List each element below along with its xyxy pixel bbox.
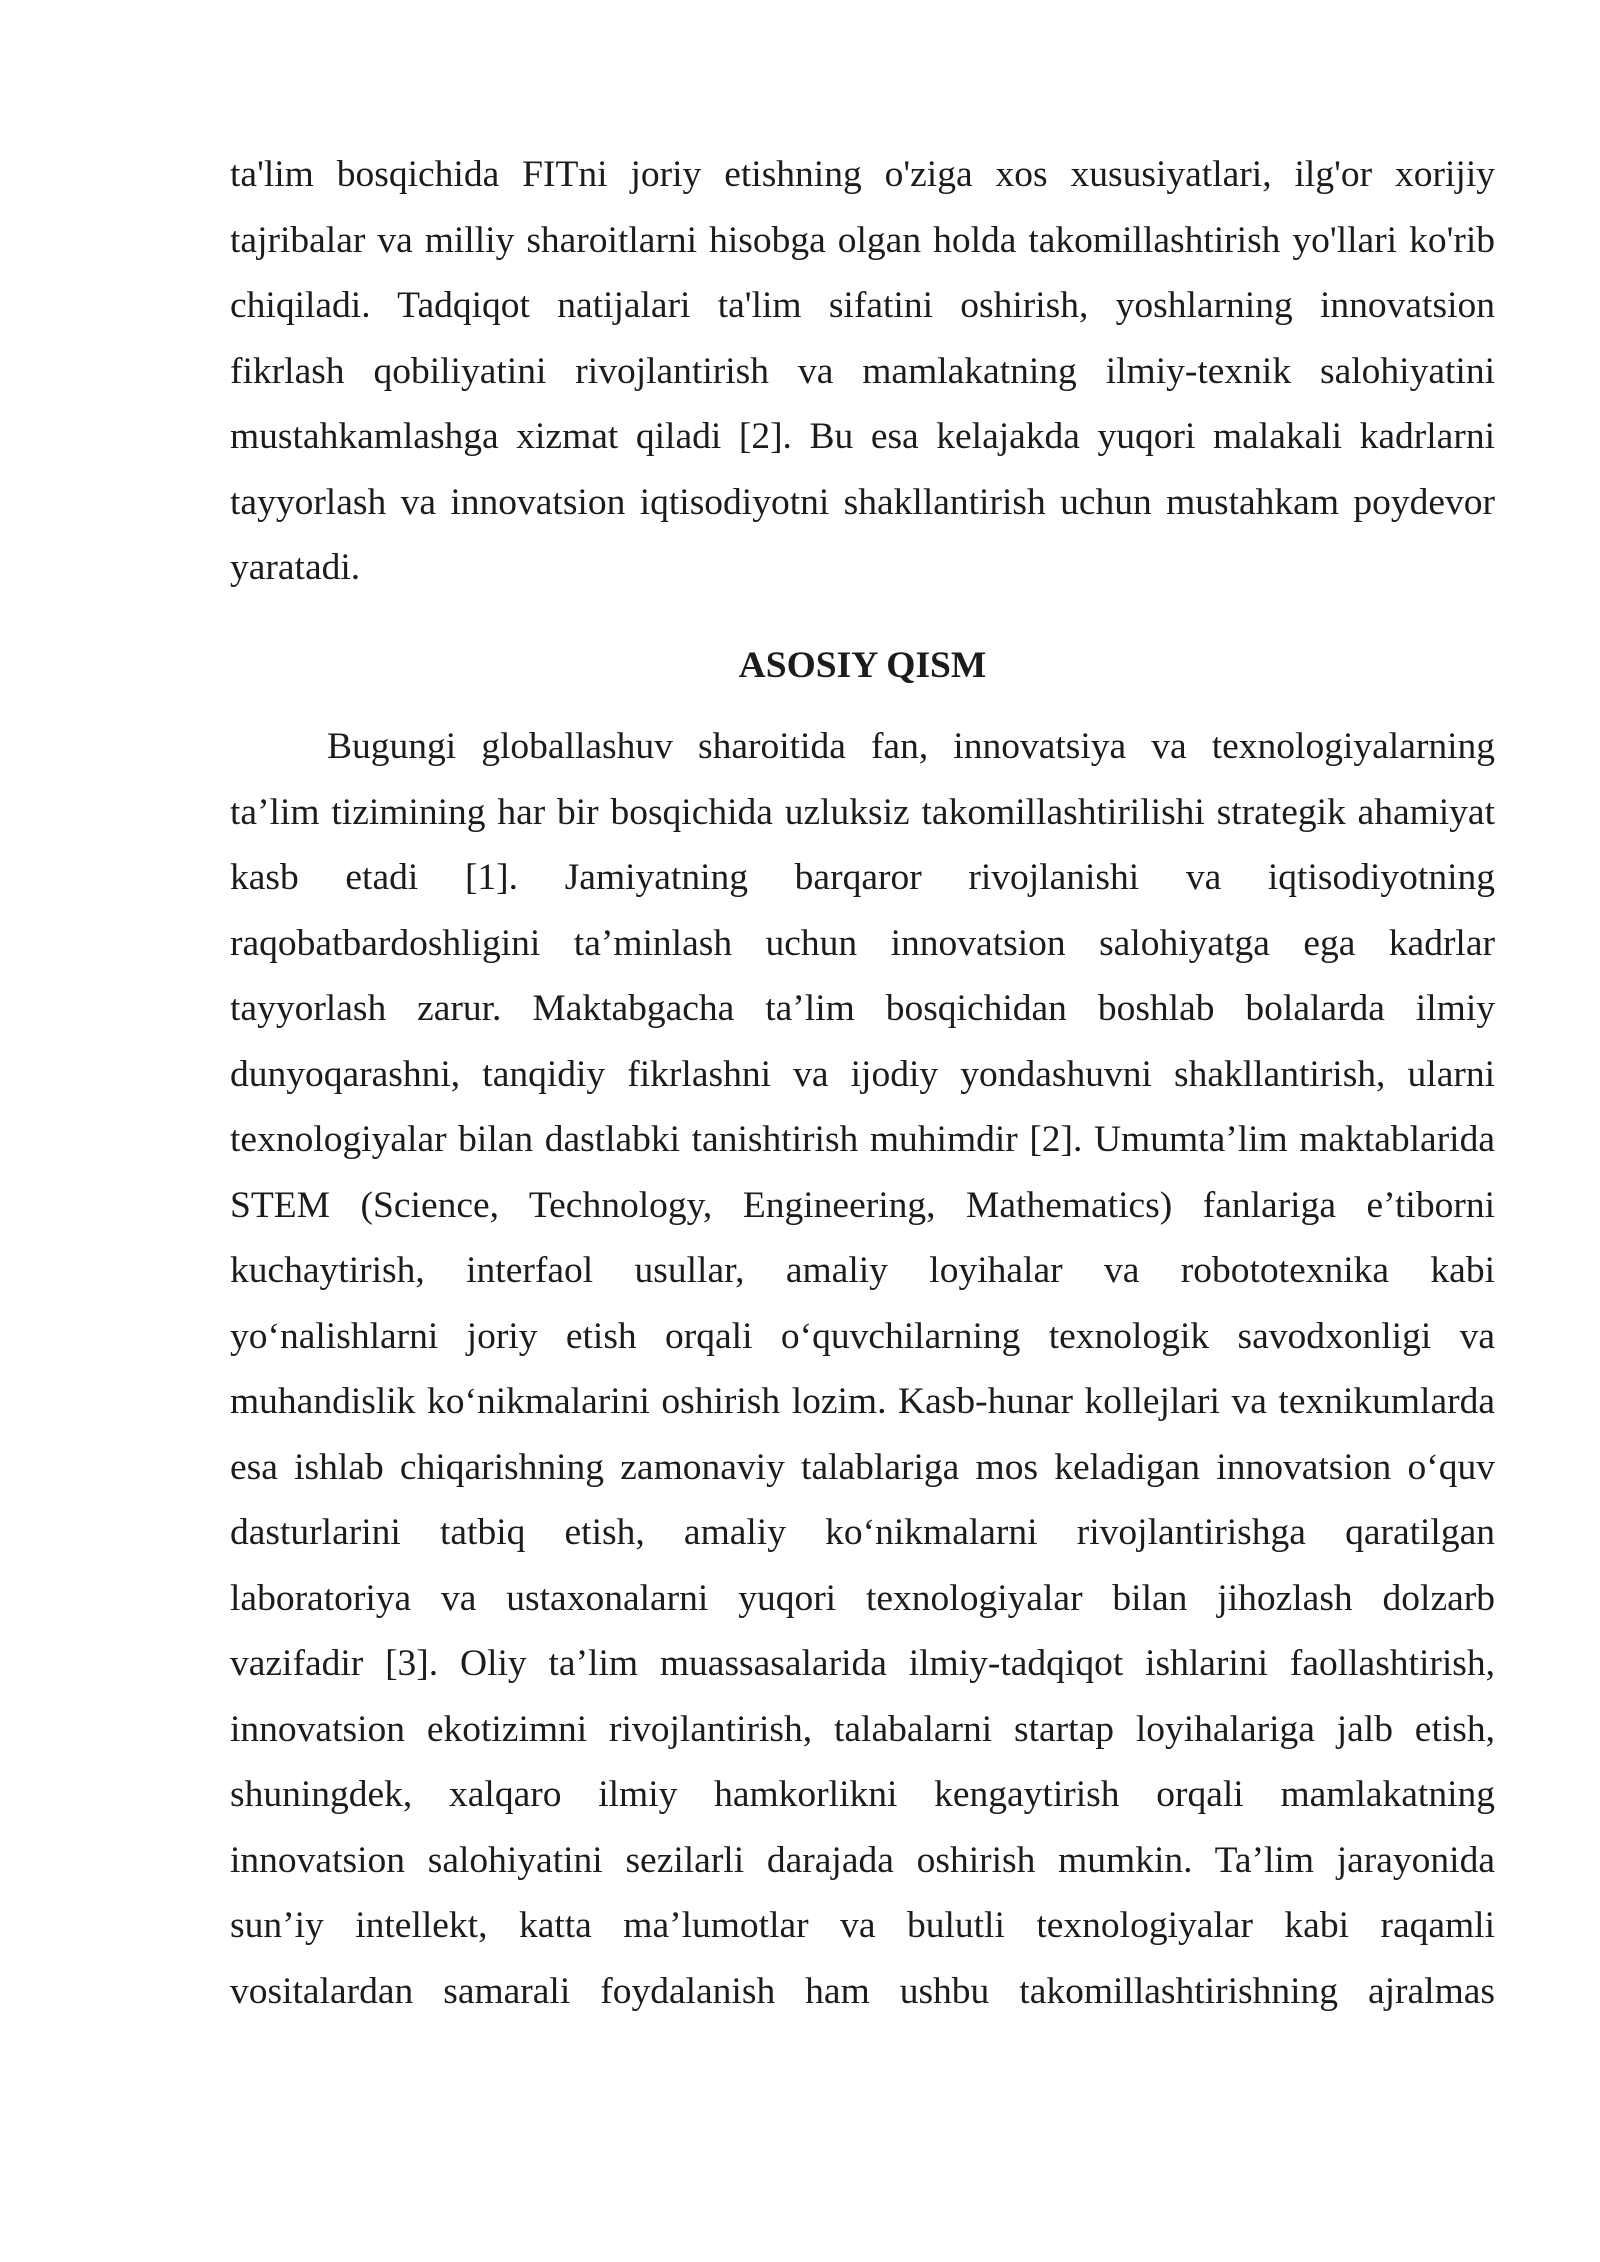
text-line: raqobatbardoshligini ta’minlash uchun innovatsion salohiyatga ega kadrlar [230, 922, 1495, 964]
text-line: dunyoqarashni, tanqidiy fikrlashni va ijodiy yondashuvni shakllantirish, ularni [230, 1053, 1495, 1095]
text-line: esa ishlab chiqarishning zamonaviy talablariga mos keladigan innovatsion o‘quv [230, 1446, 1495, 1488]
text-line: chiqiladi. Tadqiqot natijalari ta'lim sifatini oshirish, yoshlarning innovatsion [230, 285, 1495, 326]
text-line: muhandislik ko‘nikmalarini oshirish lozim. Kasb-hunar kollejlari va texnikumlarda [230, 1381, 1495, 1422]
text-line: yaratadi. [230, 547, 361, 588]
text-line: innovatsion salohiyatini sezilarli darajada oshirish mumkin. Ta’lim jarayonida [230, 1839, 1495, 1881]
text-line: ta’lim tizimining har bir bosqichida uzluksiz takomillashtirilishi strategik ahamiyat [230, 791, 1495, 833]
text-line: kasb etadi [1]. Jamiyatning barqaror rivojlanishi va iqtisodiyotning [230, 857, 1495, 898]
text-line: shuningdek, xalqaro ilmiy hamkorlikni kengaytirish orqali mamlakatning [230, 1774, 1495, 1815]
paragraph-intro [230, 142, 1495, 601]
text-line: fikrlash qobiliyatini rivojlantirish va mamlakatning ilmiy-texnik salohiyatini [230, 350, 1495, 392]
text-line: kuchaytirish, interfaol usullar, amaliy loyihalar va robototexnika kabi [230, 1250, 1495, 1291]
text-line: tayyorlash va innovatsion iqtisodiyotni shakllantirish uchun mustahkam poydevor [230, 481, 1495, 523]
text-line: laboratoriya va ustaxonalarni yuqori texnologiyalar bilan jihozlash dolzarb [230, 1577, 1495, 1619]
text-line: tajribalar va milliy sharoitlarni hisobga olgan holda takomillashtirish yo'llari ko'rib [230, 219, 1495, 261]
text-line: mustahkamlashga xizmat qiladi [2]. Bu esa kelajakda yuqori malakali kadrlarni [230, 416, 1495, 457]
text-line: ta'lim bosqichida FITni joriy etishning o'ziga xos xususiyatlari, ilg'or xorijiy [230, 154, 1495, 195]
text-line: texnologiyalar bilan dastlabki tanishtirish muhimdir [2]. Umumta’lim maktablarida [230, 1119, 1495, 1160]
text-line: vositalardan samarali foydalanish ham ushbu takomillashtirishning ajralmas [230, 1970, 1495, 2012]
text-line: Bugungi globallashuv sharoitida fan, innovatsiya va texnologiyalarning [327, 726, 1495, 767]
text-line: tayyorlash zarur. Maktabgacha ta’lim bosqichidan boshlab bolalarda ilmiy [230, 988, 1495, 1029]
paragraph-main [230, 714, 1495, 2024]
text-line: STEM (Science, Technology, Engineering, Mathematics) fanlariga e’tiborni [230, 1184, 1495, 1226]
document-page [230, 142, 1495, 2024]
text-line: yo‘nalishlarni joriy etish orqali o‘quvchilarning texnologik savodxonligi va [230, 1315, 1495, 1357]
text-line: vazifadir [3]. Oliy ta’lim muassasalarida ilmiy-tadqiqot ishlarini faollashtirish, [230, 1643, 1495, 1684]
text-line: dasturlarini tatbiq etish, amaliy ko‘nikmalarni rivojlantirishga qaratilgan [230, 1512, 1495, 1553]
section-heading: ASOSIY QISM [738, 644, 987, 686]
text-line: sun’iy intellekt, katta ma’lumotlar va bulutli texnologiyalar kabi raqamli [230, 1905, 1495, 1946]
text-line: innovatsion ekotizimni rivojlantirish, talabalarni startap loyihalariga jalb etish, [230, 1708, 1495, 1750]
